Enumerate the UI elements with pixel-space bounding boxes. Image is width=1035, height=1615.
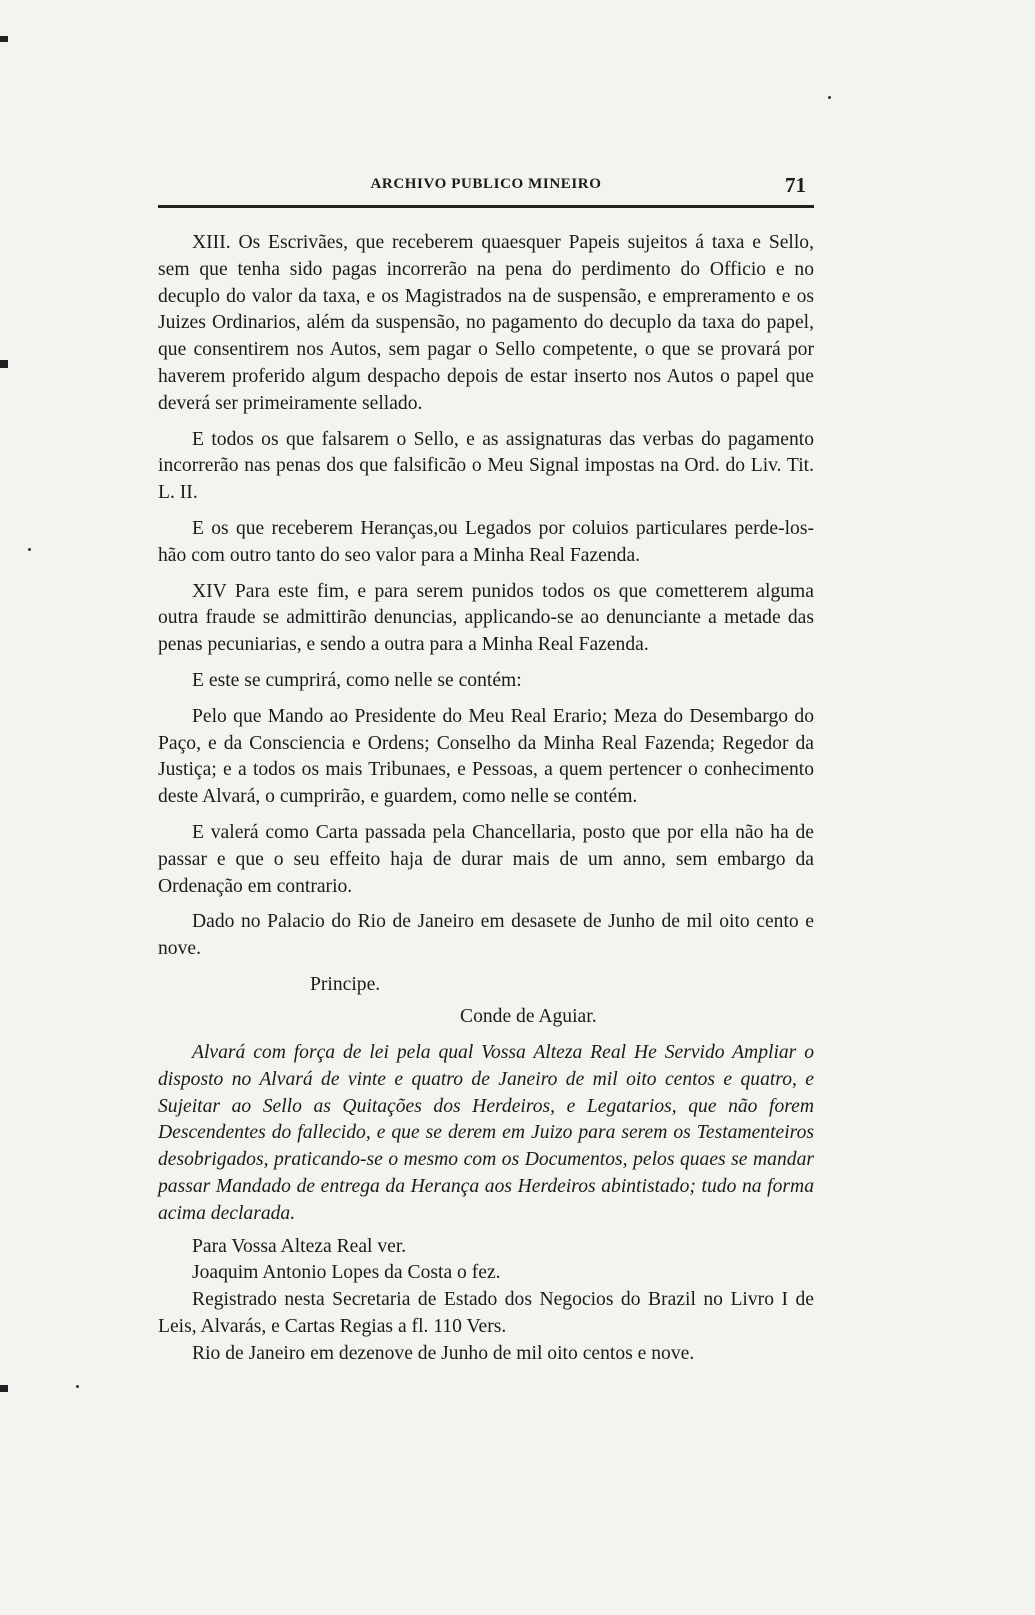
paragraph-falsification: E todos os que falsarem o Sello, e as assignaturas das verbas do pagamento incorrerão nas penas dos que falsificão o Meu Signal impostas na Ord. do Liv. Tit. L. II. [158,428,814,504]
header-rule [158,205,814,208]
paragraph-chancery: E valerá como Carta passada pela Chancellaria, posto que por ella não ha de passar e que o seu effeito haja de durar mais de um anno, sem embargo da Ordenação em contrario. [158,821,814,897]
running-title: ARCHIVO PUBLICO MINEIRO [370,176,602,192]
signature-count: Conde de Aguiar. [460,1005,597,1027]
closing-line: Registrado nesta Secretaria de Estado dos Negocios do Brazil no Livro I de Leis, Alvarás, e Cartas Regias a fl. 110 Vers. [158,1289,814,1337]
closing-line: Rio de Janeiro em dezenove de Junho de mil oito centos e nove. [192,1342,695,1364]
paragraph-xiv: XIV Para este fim, e para serem punidos todos os que cometterem alguma outra fraude se admittirão denuncias, applicando-se ao denunciante a metade das penas pecuniarias, e sendo a outra para a Minha Real Fazenda. [158,580,814,656]
paragraph-dated: Dado no Palacio do Rio de Janeiro em desasete de Junho de mil oito cento e nove. [158,911,814,960]
closing-line: Para Vossa Alteza Real ver. [192,1235,407,1257]
signature-prince: Principe. [310,973,381,995]
italic-summary: Alvará com força de lei pela qual Vossa Alteza Real He Servido Ampliar o disposto no Alvará de vinte e quatro de Janeiro de mil oito centos e quatro, e Sujeitar ao Sello as Quitações dos Herdeiros, e Legatarios, que não forem Descendentes do fallecido, e que se derem em Juizo para serem os Testamenteiros desobrigados, praticando-se o mesmo com os Documentos, pelos quaes se mandar passar Mandado de entrega da Herança aos Herdeiros abintistado; tudo na forma acima declarada. [158,1041,814,1224]
page-header [160,173,812,198]
paragraph-inheritances: E os que receberem Heranças,ou Legados por coluios particulares perde-los-hão com outro tanto do seo valor para a Minha Real Fazenda. [158,517,814,566]
binding-mark [0,360,8,368]
paragraph-xiii: XIII. Os Escrivães, que receberem quaesquer Papeis sujeitos á taxa e Sello, sem que tenha sido pagas incorrerão na pena do perdimento do Officio e no decuplo do valor da taxa, e os Magistrados na de suspensão, e empreramento e os Juizes Ordinarios, além da suspensão, no pagamento do decuplo da taxa do papel, que consentirem nos Autos, sem pagar o Sello competente, o que se provará por haverem proferido algum despacho depois de estar inserto nos Autos o papel que deverá ser primeiramente sellado. [158,232,814,414]
page-number: 71 [785,173,806,197]
closing-line: Joaquim Antonio Lopes da Costa o fez. [192,1262,501,1284]
document-body [158,230,814,1367]
paragraph-fulfilment: E este se cumprirá, como nelle se contém: [192,669,522,691]
binding-mark [0,36,8,42]
speck [28,548,31,551]
paragraph-mandate: Pelo que Mando ao Presidente do Meu Real Erario; Meza do Desembargo do Paço, e da Consciencia e Ordens; Conselho da Minha Real Fazenda; Regedor da Justiça; e a todos os mais Tribunaes, e Pessoas, a quem pertencer o conhecimento deste Alvará, o cumprirão, e guardem, como nelle se contém. [158,705,814,808]
speck [76,1385,79,1388]
binding-mark [0,1385,8,1392]
speck [828,96,831,99]
